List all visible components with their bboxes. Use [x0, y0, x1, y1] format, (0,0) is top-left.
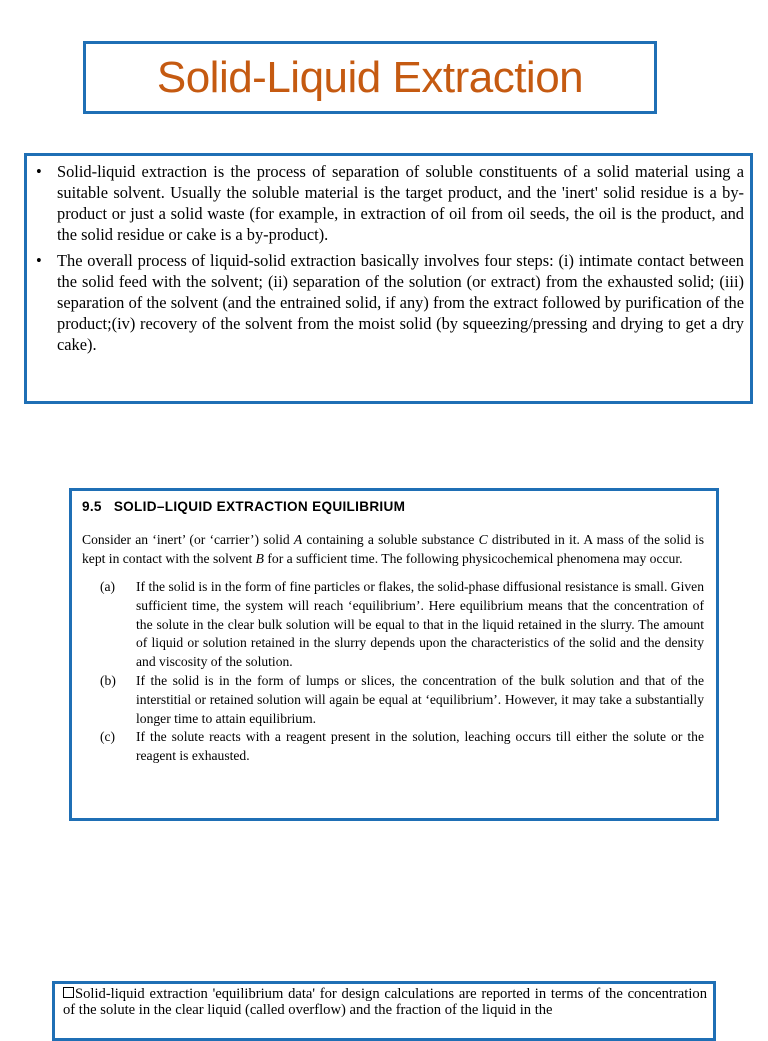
symbol-c: C [478, 532, 488, 547]
phenomena-item [82, 728, 704, 766]
equilibrium-data-text [63, 986, 707, 1018]
para-text: distributed in it. A mass of the solid is kept in contact with the solvent [82, 532, 705, 566]
para-text: for a sufficient time. The following physicochemical phenomena may occur. [263, 551, 683, 566]
item-label: (a) [100, 579, 116, 594]
phenomena-item [82, 672, 704, 728]
item-text: If the solid is in the form of fine particles or flakes, the solid-phase diffusional resistance is small. Given sufficient time, the system will reach ‘equilibrium’. Here equilibrium means that the concentration of the solute in the clear bulk solution will be equal to that in the liquid retained in the slurry. The amount of liquid or solution retained in the slurry depends upon the characteristics of the solid and the density and viscosity of the solution. [136, 579, 704, 670]
equilibrium-data-sentence: Solid-liquid extraction 'equilibrium data' for design calculations are reported in terms of the concentration of the solute in the clear liquid (called overflow) and the fraction of the liquid in the [63, 986, 707, 1018]
page-title: Solid-Liquid Extraction [156, 52, 584, 102]
intro-box [24, 153, 753, 404]
item-text: If the solid is in the form of lumps or slices, the concentration of the bulk solution and that of the interstitial or retained solution will again be equal at ‘equilibrium’. However, it may take a substantially longer time to attain equilibrium. [136, 672, 704, 726]
equilibrium-data-box [52, 981, 716, 1041]
section-intro-paragraph [82, 530, 704, 568]
intro-bullet-item [33, 161, 744, 245]
symbol-a: A [293, 532, 303, 547]
symbol-b: B [255, 551, 264, 566]
bullet-icon: • [36, 251, 42, 270]
item-text: If the solute reacts with a reagent present in the solution, leaching occurs till either the solute or the reagent is exhausted. [136, 729, 704, 764]
section-heading [82, 499, 704, 514]
para-text: containing a soluble substance [302, 532, 479, 547]
section-title: SOLID–LIQUID EXTRACTION EQUILIBRIUM [113, 499, 406, 514]
intro-bullet-list [33, 161, 744, 355]
checkbox-bullet-icon [63, 987, 74, 998]
bullet-icon: • [36, 162, 42, 181]
intro-bullet-text: Solid-liquid extraction is the process of separation of soluble constituents of a solid material using a suitable solvent. Usually the soluble material is the target product, and the 'inert' solid residue is a by-product or just a solid waste (for example, in extraction of oil from oil seeds, the oil is the product, and the solid residue or cake is a by-product). [57, 162, 744, 244]
textbook-excerpt [69, 488, 719, 821]
intro-bullet-text: The overall process of liquid-solid extraction basically involves four steps: (i) intimate contact between the solid feed with the solvent; (ii) separation of the solution (or extract) from the exhausted solid; (iii) separation of the solvent (and the entrained solid, if any) from the extract followed by purification of the product;(iv) recovery of the solvent from the moist solid (by squeezing/pressing and drying to get a dry cake). [57, 251, 744, 354]
phenomena-item [82, 578, 704, 672]
item-label: (c) [100, 729, 116, 745]
section-number: 9.5 [82, 499, 102, 514]
item-label: (b) [100, 672, 116, 688]
title-box [83, 41, 657, 114]
para-text: Consider an ‘inert’ (or ‘carrier’) solid [82, 532, 294, 547]
intro-bullet-item [33, 250, 744, 355]
phenomena-list [82, 578, 704, 766]
